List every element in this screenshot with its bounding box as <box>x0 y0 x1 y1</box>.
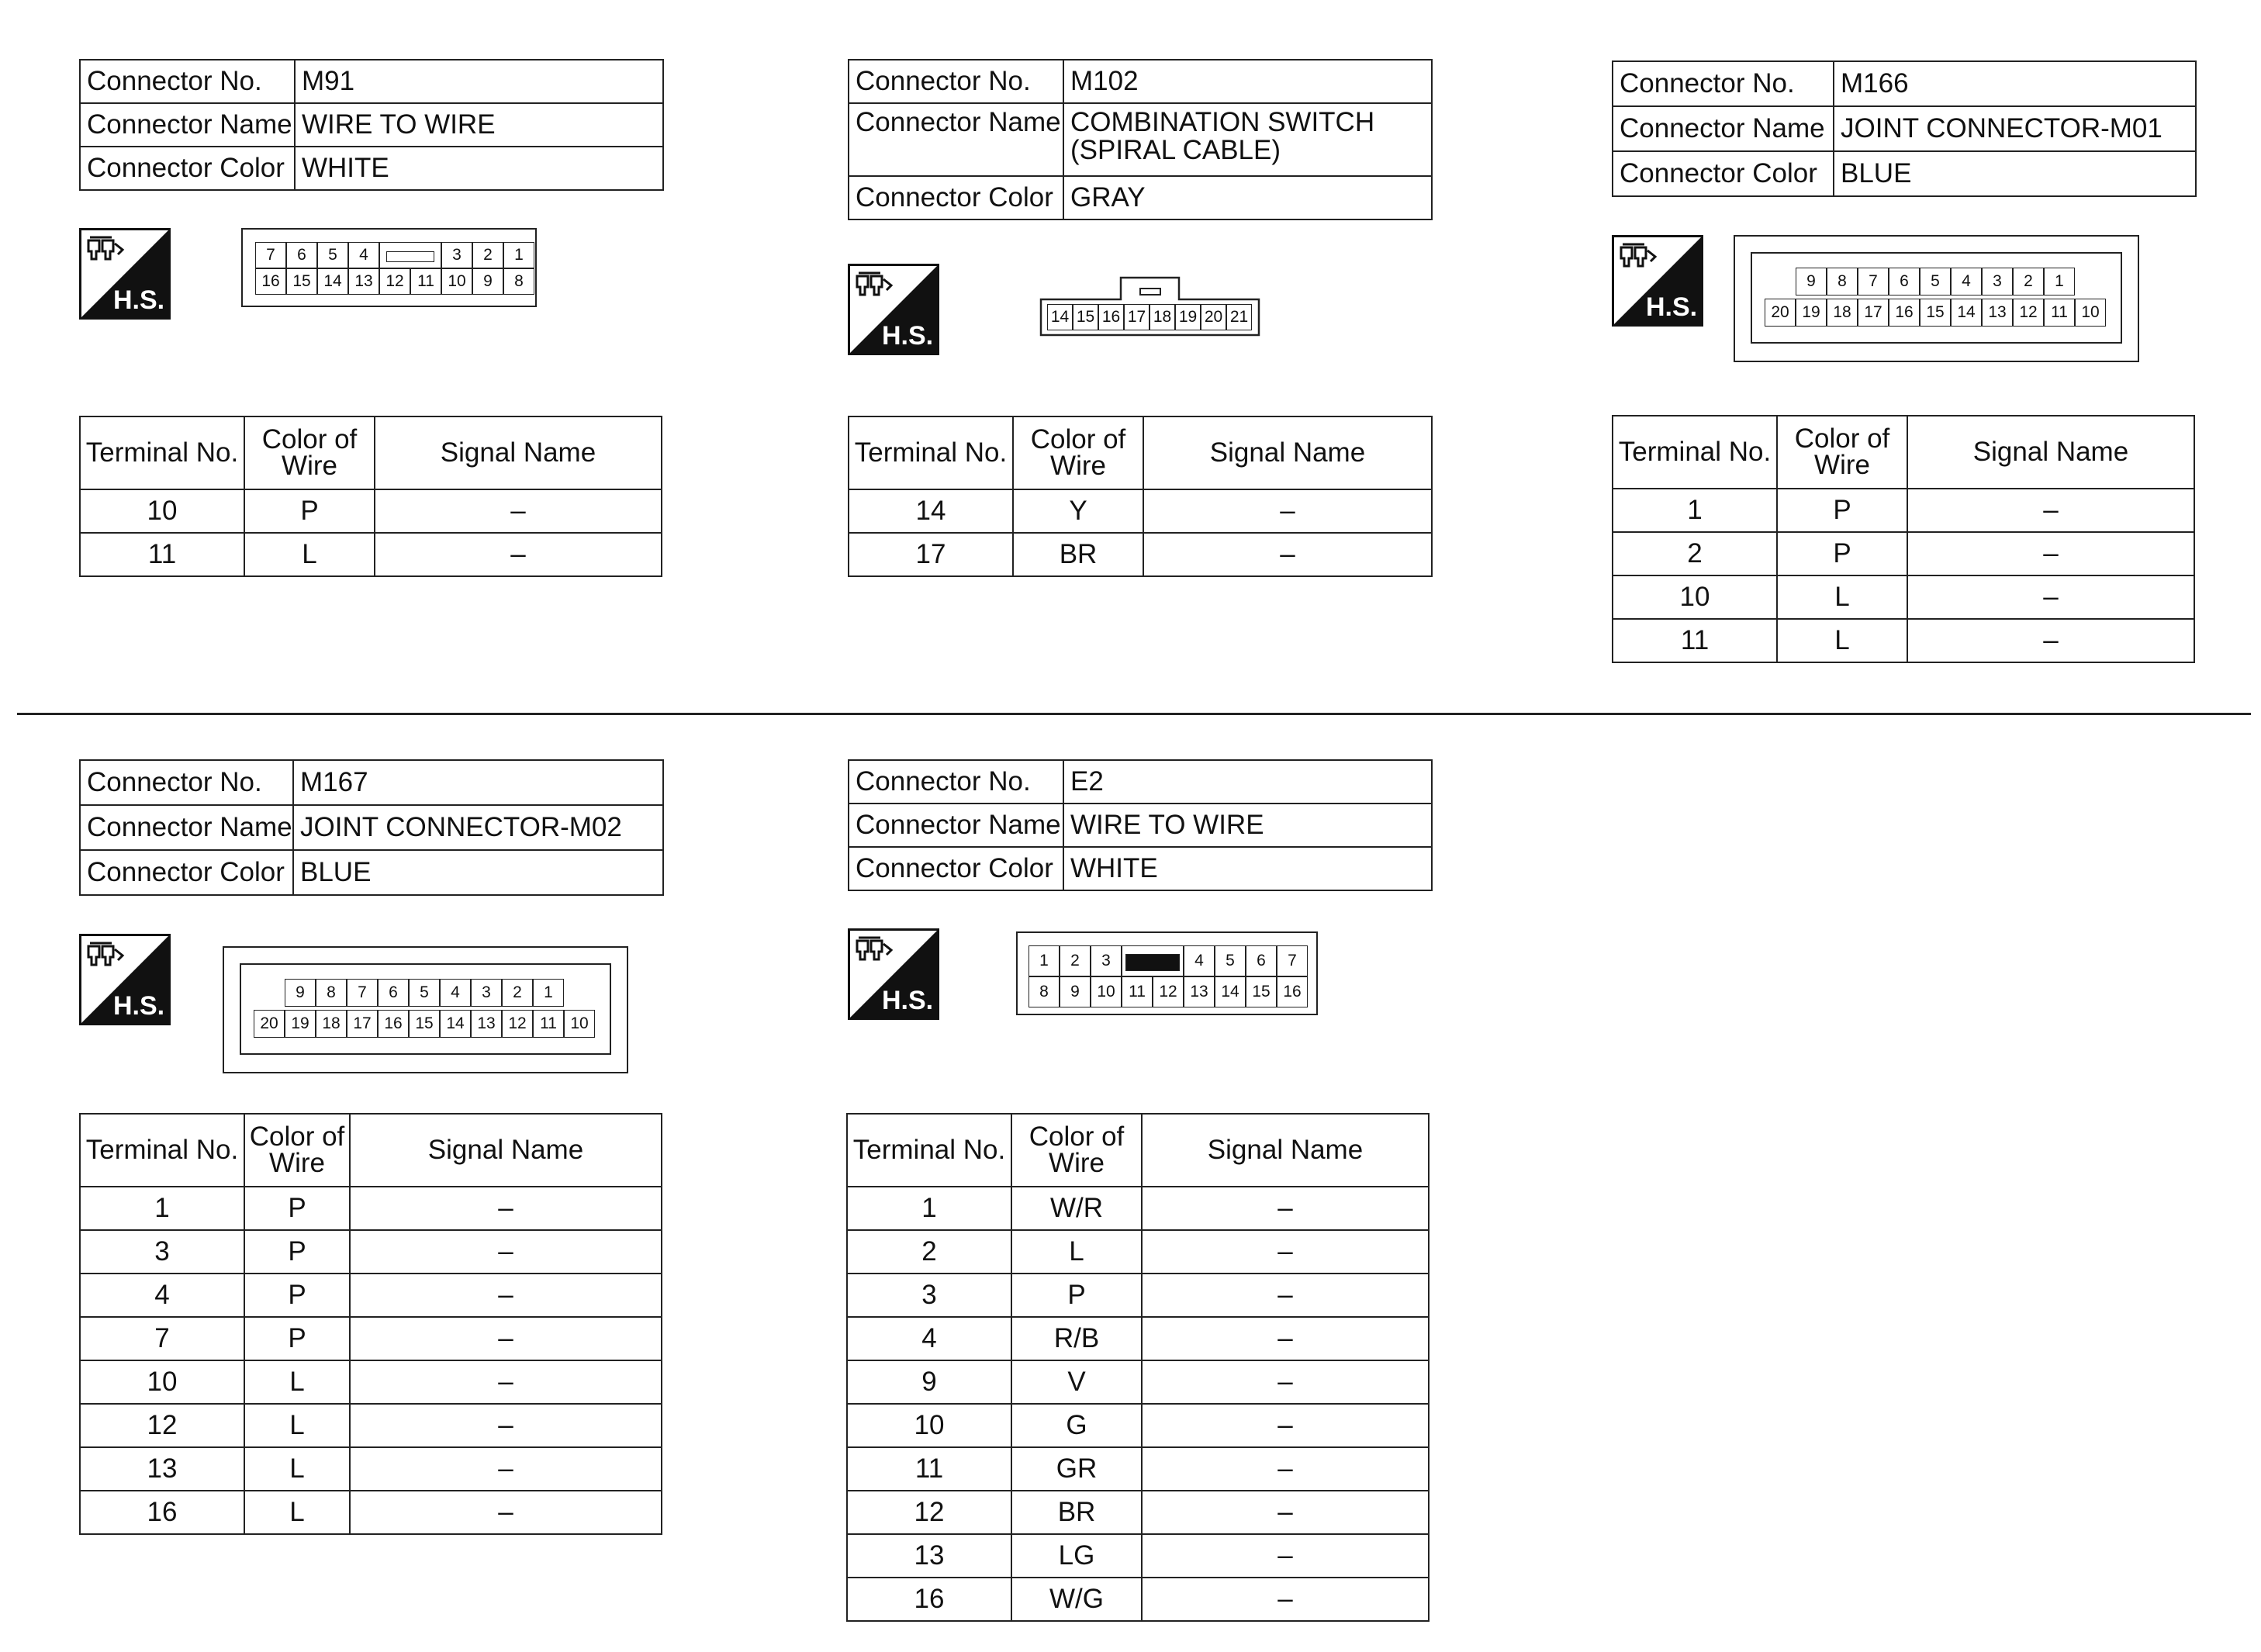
connector-block-e2 <box>848 759 1433 891</box>
signal-name-cell: – <box>1142 1447 1429 1491</box>
terminal-cavity: 1 <box>503 242 534 268</box>
terminal-cavity: 19 <box>1796 299 1827 327</box>
terminal-rows <box>80 489 662 576</box>
wire-color-cell: P <box>1777 489 1907 532</box>
terminal-cavity: 1 <box>1029 945 1060 976</box>
signal-name-cell: – <box>375 489 662 533</box>
connector-info-table <box>1612 60 2197 197</box>
terminal-no-cell: 11 <box>1613 619 1777 662</box>
terminal-no-cell: 12 <box>847 1491 1011 1534</box>
signal-name-cell: – <box>375 533 662 576</box>
terminal-cavity: 18 <box>1827 299 1858 327</box>
table-row <box>80 1360 662 1404</box>
terminal-cavity: 12 <box>502 1010 533 1038</box>
terminal-cavity: 4 <box>1951 268 1982 295</box>
wire-color-cell: R/B <box>1011 1317 1142 1360</box>
connector-color-value: GRAY <box>1063 176 1432 219</box>
signal-name-cell: – <box>350 1404 662 1447</box>
connector-info-table <box>848 759 1433 891</box>
wire-color-header: Color of Wire <box>1011 1114 1142 1187</box>
terminal-no-cell: 10 <box>80 1360 244 1404</box>
terminal-cavity: 8 <box>1029 976 1060 1007</box>
terminal-cavity: 6 <box>378 979 409 1007</box>
table-row <box>1613 575 2194 619</box>
terminal-no-header: Terminal No. <box>80 1114 244 1187</box>
connector-block-m102 <box>848 59 1433 220</box>
connector-no-label: Connector No. <box>80 60 295 103</box>
terminal-no-cell: 11 <box>847 1447 1011 1491</box>
terminal-cavity: 13 <box>471 1010 502 1038</box>
signal-name-header: Signal Name <box>1143 416 1432 489</box>
terminal-cavity: 10 <box>1091 976 1122 1007</box>
terminal-cavity: 8 <box>1827 268 1858 295</box>
connector-color-label: Connector Color <box>849 176 1063 219</box>
terminal-cavity: 4 <box>348 242 379 268</box>
terminal-cavity: 13 <box>1184 976 1215 1007</box>
hs-label: H.S. <box>113 285 165 315</box>
terminal-cavity: 3 <box>441 242 472 268</box>
table-row <box>847 1404 1429 1447</box>
harness-side-icon <box>79 228 171 320</box>
connector-face-m166 <box>1734 235 2139 362</box>
terminal-rows <box>847 1187 1429 1621</box>
signal-name-cell: – <box>1142 1534 1429 1578</box>
signal-name-cell: – <box>1907 619 2194 662</box>
harness-side-icon <box>79 934 171 1025</box>
cavity-key <box>386 251 434 262</box>
wire-color-header: Color of Wire <box>1013 416 1143 489</box>
terminal-rows <box>849 489 1432 576</box>
terminal-rows <box>1613 489 2194 662</box>
terminal-no-cell: 1 <box>1613 489 1777 532</box>
terminal-cavity: 20 <box>1765 299 1796 327</box>
terminal-cavity: 7 <box>347 979 378 1007</box>
signal-name-cell: – <box>350 1187 662 1230</box>
connector-info-table <box>848 59 1433 220</box>
wire-color-cell: P <box>1011 1274 1142 1317</box>
terminal-cavity: 9 <box>285 979 316 1007</box>
terminal-cavity: 17 <box>347 1010 378 1038</box>
terminal-no-cell: 10 <box>80 489 244 533</box>
table-row <box>847 1447 1429 1491</box>
terminal-no-cell: 14 <box>849 489 1013 533</box>
signal-name-cell: – <box>350 1447 662 1491</box>
terminal-cavity: 19 <box>1175 304 1201 330</box>
terminal-cavity: 11 <box>1122 976 1153 1007</box>
terminal-no-cell: 1 <box>80 1187 244 1230</box>
wire-color-cell: L <box>244 1360 350 1404</box>
terminal-cavity: 15 <box>286 268 317 295</box>
hs-label: H.S. <box>882 986 934 1015</box>
wire-color-cell: W/G <box>1011 1578 1142 1621</box>
wire-color-cell: L <box>244 1447 350 1491</box>
wire-color-header: Color of Wire <box>1777 416 1907 489</box>
wire-color-cell: P <box>244 1274 350 1317</box>
terminal-cavity: 11 <box>2044 299 2075 327</box>
terminal-cavity: 7 <box>255 242 286 268</box>
terminal-no-cell: 13 <box>847 1534 1011 1578</box>
signal-name-cell: – <box>1142 1187 1429 1230</box>
signal-name-cell: – <box>1907 575 2194 619</box>
terminal-cavity: 14 <box>1951 299 1982 327</box>
connector-color-value: BLUE <box>293 850 663 895</box>
connector-face-m91 <box>241 228 537 307</box>
terminal-cavity: 1 <box>533 979 564 1007</box>
signal-name-cell: – <box>1907 489 2194 532</box>
wire-color-cell: GR <box>1011 1447 1142 1491</box>
terminal-no-cell: 1 <box>847 1187 1011 1230</box>
table-row <box>80 1187 662 1230</box>
wire-color-cell: LG <box>1011 1534 1142 1578</box>
connector-no-label: Connector No. <box>849 760 1063 804</box>
table-row <box>1613 489 2194 532</box>
terminal-cavity: 14 <box>317 268 348 295</box>
terminal-cavity: 5 <box>1215 945 1246 976</box>
signal-name-cell: – <box>350 1230 662 1274</box>
terminal-cavity: 6 <box>1889 268 1920 295</box>
terminal-no-cell: 4 <box>847 1317 1011 1360</box>
terminal-cavity: 14 <box>1047 304 1073 330</box>
wire-color-cell: BR <box>1011 1491 1142 1534</box>
terminal-cavity: 21 <box>1226 304 1252 330</box>
table-row <box>80 1230 662 1274</box>
terminal-cavity: 12 <box>2013 299 2044 327</box>
terminal-cavity: 9 <box>472 268 503 295</box>
terminal-cavity: 15 <box>1920 299 1951 327</box>
wire-color-cell: P <box>244 1317 350 1360</box>
terminal-cavity: 12 <box>1153 976 1184 1007</box>
section-divider <box>17 713 2251 715</box>
terminal-no-cell: 17 <box>849 533 1013 576</box>
terminal-no-cell: 7 <box>80 1317 244 1360</box>
terminal-cavity: 2 <box>2013 268 2044 295</box>
connector-face-e2 <box>1016 931 1318 1015</box>
wire-color-cell: L <box>244 533 375 576</box>
terminal-cavity: 10 <box>441 268 472 295</box>
connector-color-label: Connector Color <box>80 147 295 190</box>
signal-name-cell: – <box>1142 1578 1429 1621</box>
terminal-cavity: 14 <box>440 1010 471 1038</box>
cavity-key <box>1125 954 1180 971</box>
table-row <box>847 1230 1429 1274</box>
connector-no-value: M166 <box>1834 61 2196 106</box>
signal-name-cell: – <box>1142 1360 1429 1404</box>
terminal-cavity: 11 <box>410 268 441 295</box>
terminal-no-cell: 4 <box>80 1274 244 1317</box>
connector-name-value: JOINT CONNECTOR-M02 <box>293 805 663 850</box>
terminal-no-cell: 12 <box>80 1404 244 1447</box>
terminal-table-m167 <box>79 1113 662 1535</box>
signal-name-header: Signal Name <box>350 1114 662 1187</box>
connector-block-m167 <box>79 759 664 896</box>
terminal-cavity: 16 <box>378 1010 409 1038</box>
wire-color-cell: L <box>244 1404 350 1447</box>
wire-color-header: Color of Wire <box>244 1114 350 1187</box>
terminal-cavity: 2 <box>1060 945 1091 976</box>
signal-name-header: Signal Name <box>375 416 662 489</box>
signal-name-cell: – <box>350 1491 662 1534</box>
terminal-cavity: 20 <box>254 1010 285 1038</box>
connector-no-value: M102 <box>1063 60 1432 103</box>
table-row <box>1613 619 2194 662</box>
terminal-cavity: 16 <box>1098 304 1124 330</box>
hs-label: H.S. <box>882 321 934 351</box>
connector-color-label: Connector Color <box>849 847 1063 890</box>
connector-name-label: Connector Name <box>849 804 1063 847</box>
table-row <box>849 489 1432 533</box>
terminal-cavity: 3 <box>1982 268 2013 295</box>
terminal-cavity: 8 <box>316 979 347 1007</box>
harness-side-icon <box>1612 235 1703 327</box>
connector-color-value: BLUE <box>1834 151 2196 196</box>
signal-name-cell: – <box>1142 1317 1429 1360</box>
terminal-cavity: 2 <box>502 979 533 1007</box>
hs-label: H.S. <box>113 991 165 1021</box>
signal-name-cell: – <box>1142 1491 1429 1534</box>
terminal-cavity: 18 <box>1150 304 1175 330</box>
terminal-cavity: 11 <box>533 1010 564 1038</box>
terminal-table-e2 <box>846 1113 1430 1622</box>
terminal-cavity: 17 <box>1124 304 1150 330</box>
connector-no-label: Connector No. <box>80 760 293 805</box>
terminal-cavity: 8 <box>503 268 534 295</box>
terminal-no-cell: 3 <box>847 1274 1011 1317</box>
wire-color-cell: L <box>1011 1230 1142 1274</box>
connector-name-value: WIRE TO WIRE <box>295 103 663 147</box>
table-row <box>80 1274 662 1317</box>
connector-color-label: Connector Color <box>1613 151 1834 196</box>
terminal-no-cell: 16 <box>847 1578 1011 1621</box>
connector-face-m167 <box>223 946 628 1073</box>
table-row <box>80 1491 662 1534</box>
terminal-cavity: 1 <box>2044 268 2075 295</box>
terminal-cavity: 16 <box>1889 299 1920 327</box>
connector-no-value: M167 <box>293 760 663 805</box>
terminal-cavity: 3 <box>471 979 502 1007</box>
terminal-no-cell: 16 <box>80 1491 244 1534</box>
signal-name-cell: – <box>350 1317 662 1360</box>
terminal-cavity: 9 <box>1060 976 1091 1007</box>
connector-info-table <box>79 759 664 896</box>
connector-name-label: Connector Name <box>1613 106 1834 151</box>
terminal-no-cell: 10 <box>847 1404 1011 1447</box>
terminal-cavity: 15 <box>1073 304 1098 330</box>
table-row <box>80 1317 662 1360</box>
connector-color-value: WHITE <box>1063 847 1432 890</box>
terminal-cavity: 15 <box>409 1010 440 1038</box>
wire-color-cell: L <box>244 1491 350 1534</box>
terminal-cavity: 17 <box>1858 299 1889 327</box>
connector-block-m91 <box>79 59 664 191</box>
terminal-no-cell: 13 <box>80 1447 244 1491</box>
terminal-cavity: 3 <box>1091 945 1122 976</box>
terminal-cavity: 2 <box>472 242 503 268</box>
terminal-cavity: 7 <box>1277 945 1308 976</box>
hs-label: H.S. <box>1646 292 1698 322</box>
connector-no-value: E2 <box>1063 760 1432 804</box>
table-row <box>847 1360 1429 1404</box>
connector-info-table <box>79 59 664 191</box>
terminal-cavity: 14 <box>1215 976 1246 1007</box>
table-row <box>849 533 1432 576</box>
table-row <box>847 1534 1429 1578</box>
terminal-cavity: 6 <box>1246 945 1277 976</box>
terminal-cavity: 20 <box>1201 304 1226 330</box>
blocked-cavity <box>1122 945 1184 976</box>
connector-name-label: Connector Name <box>80 103 295 147</box>
connector-no-label: Connector No. <box>1613 61 1834 106</box>
table-row <box>847 1187 1429 1230</box>
connector-name-label: Connector Name <box>80 805 293 850</box>
terminal-cavity: 10 <box>564 1010 595 1038</box>
terminal-cavity: 7 <box>1858 268 1889 295</box>
terminal-cavity: 4 <box>440 979 471 1007</box>
table-row <box>847 1317 1429 1360</box>
table-row <box>80 489 662 533</box>
signal-name-cell: – <box>1142 1404 1429 1447</box>
signal-name-cell: – <box>350 1360 662 1404</box>
terminal-cavity: 5 <box>409 979 440 1007</box>
signal-name-cell: – <box>1142 1230 1429 1274</box>
terminal-table-m166 <box>1612 415 2195 663</box>
table-row <box>80 533 662 576</box>
table-row <box>80 1404 662 1447</box>
connector-no-value: M91 <box>295 60 663 103</box>
wire-color-cell: L <box>1777 575 1907 619</box>
connector-name-value: JOINT CONNECTOR-M01 <box>1834 106 2196 151</box>
terminal-cavity: 9 <box>1796 268 1827 295</box>
connector-no-label: Connector No. <box>849 60 1063 103</box>
connector-inner-frame <box>1751 252 2122 344</box>
signal-name-cell: – <box>350 1274 662 1317</box>
wire-color-cell: BR <box>1013 533 1143 576</box>
table-row <box>847 1491 1429 1534</box>
harness-side-icon <box>848 264 939 355</box>
wire-color-cell: V <box>1011 1360 1142 1404</box>
terminal-cavity: 16 <box>1277 976 1308 1007</box>
table-row <box>847 1274 1429 1317</box>
wire-color-cell: P <box>1777 532 1907 575</box>
wire-color-cell: P <box>244 489 375 533</box>
connector-name-value: COMBINATION SWITCH (SPIRAL CABLE) <box>1063 103 1432 176</box>
wire-color-cell: W/R <box>1011 1187 1142 1230</box>
signal-name-cell: – <box>1143 489 1432 533</box>
terminal-cavity: 19 <box>285 1010 316 1038</box>
terminal-table-m102 <box>848 416 1433 577</box>
terminal-table-m91 <box>79 416 662 577</box>
wire-color-cell: P <box>244 1230 350 1274</box>
connector-color-value: WHITE <box>295 147 663 190</box>
signal-name-header: Signal Name <box>1142 1114 1429 1187</box>
terminal-rows <box>80 1187 662 1534</box>
wire-color-header: Color of Wire <box>244 416 375 489</box>
connector-inner-frame <box>240 963 611 1055</box>
terminal-cavity: 6 <box>286 242 317 268</box>
terminal-cavity: 10 <box>2075 299 2106 327</box>
signal-name-cell: – <box>1143 533 1432 576</box>
wire-color-cell: L <box>1777 619 1907 662</box>
terminal-no-header: Terminal No. <box>849 416 1013 489</box>
terminal-no-cell: 2 <box>847 1230 1011 1274</box>
terminal-no-cell: 9 <box>847 1360 1011 1404</box>
table-row <box>1613 532 2194 575</box>
terminal-no-cell: 3 <box>80 1230 244 1274</box>
table-row <box>847 1578 1429 1621</box>
terminal-cavity: 18 <box>316 1010 347 1038</box>
terminal-no-cell: 2 <box>1613 532 1777 575</box>
terminal-cavity: 4 <box>1184 945 1215 976</box>
connector-color-label: Connector Color <box>80 850 293 895</box>
terminal-cavity: 13 <box>348 268 379 295</box>
terminal-cavity: 5 <box>1920 268 1951 295</box>
terminal-no-cell: 11 <box>80 533 244 576</box>
terminal-cavity: 12 <box>379 268 410 295</box>
signal-name-cell: – <box>1142 1274 1429 1317</box>
terminal-no-header: Terminal No. <box>847 1114 1011 1187</box>
connector-name-label: Connector Name <box>849 103 1063 176</box>
terminal-cavity: 16 <box>255 268 286 295</box>
terminal-no-header: Terminal No. <box>80 416 244 489</box>
table-row <box>80 1447 662 1491</box>
terminal-cavity: 13 <box>1982 299 2013 327</box>
signal-name-header: Signal Name <box>1907 416 2194 489</box>
empty-cavity <box>379 242 441 268</box>
signal-name-cell: – <box>1907 532 2194 575</box>
terminal-cavity: 5 <box>317 242 348 268</box>
terminal-no-cell: 10 <box>1613 575 1777 619</box>
connector-name-value: WIRE TO WIRE <box>1063 804 1432 847</box>
terminal-cavity: 15 <box>1246 976 1277 1007</box>
wire-color-cell: P <box>244 1187 350 1230</box>
harness-side-icon <box>848 928 939 1020</box>
wire-color-cell: G <box>1011 1404 1142 1447</box>
connector-face-m102 <box>1039 276 1260 337</box>
wire-color-cell: Y <box>1013 489 1143 533</box>
terminal-no-header: Terminal No. <box>1613 416 1777 489</box>
connector-block-m166 <box>1612 60 2197 197</box>
